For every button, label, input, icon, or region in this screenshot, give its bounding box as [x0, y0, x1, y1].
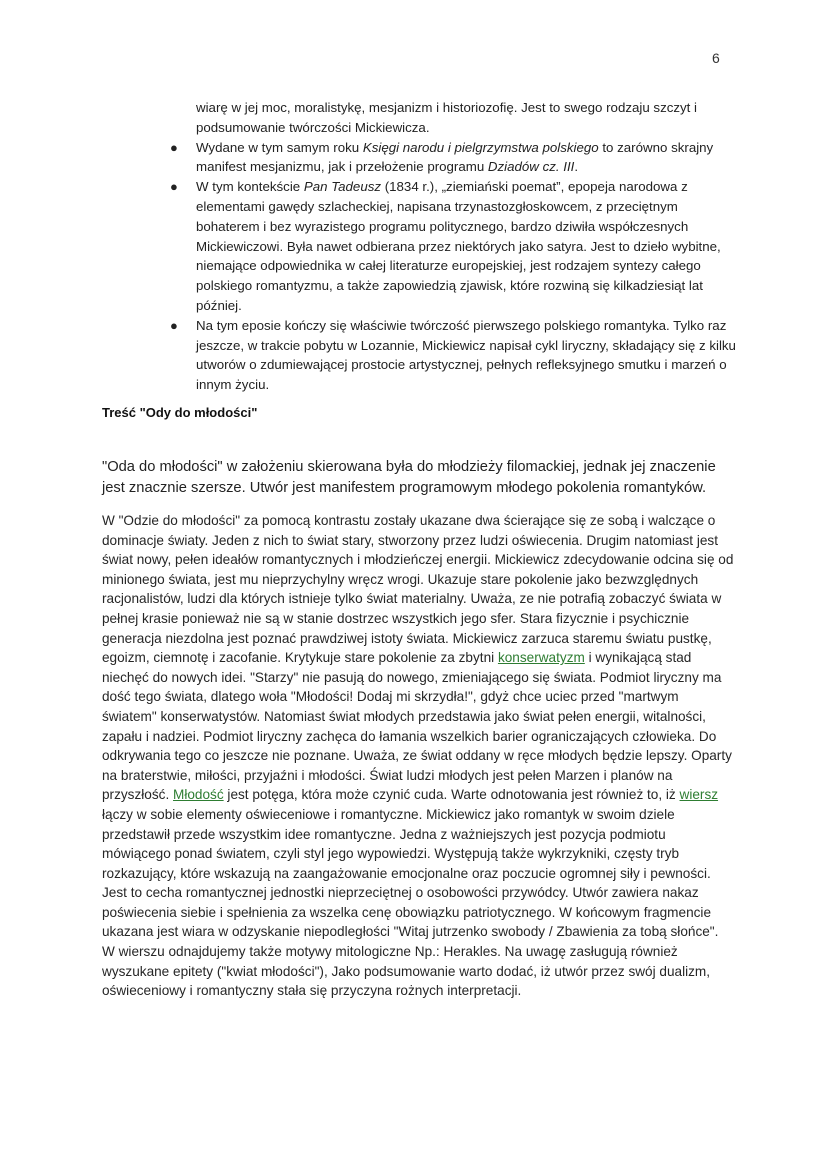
- link-mlodosc[interactable]: Młodość: [173, 787, 224, 803]
- list-item-text: wiarę w jej moc, moralistykę, mesjanizm i historiozofię. Jest to swego rodzaju szczyt i podsumowanie twórczości Mickiewicza.: [196, 100, 698, 135]
- list-item: [170, 138, 745, 178]
- list-item: [170, 316, 745, 395]
- list-item-text: Wydane w tym samym roku: [196, 139, 363, 155]
- bullet-icon: ●: [170, 317, 178, 333]
- body-text: i wynikającą stad niechęć do nowych idei. "Starzy" nie pasują do nowego, zmieniającego się świata. Podmiot liryczny ma dość tego świata, dlatego woła "Młodości! Dodaj mi skrzydła!", gdyż chce uciec przed "martwym światem" konserwatystów. Natomiast świat młodych przedstawia jako świat pełen energii, witalności, zapału i nadziei. Podmiot liryczny zachęca do łamania wszelkich barier ograniczających człowieka. Do odkrywania tego co jeszcze nie poznane. Uważa, ze świat oddany w ręce młodych będzie lepszy. Oparty na braterstwie, miłości, przyjaźni i młodości. Świat ludzi młodych jest pełen Marzen i planów na przyszłość.: [102, 650, 732, 803]
- body-text: jest potęga, która może czynić cuda. Warte odnotowania jest również to, iż: [223, 787, 680, 803]
- list-item-text: Na tym eposie kończy się właściwie twórczość pierwszego polskiego romantyka. Tylko raz jeszcze, w trakcie pobytu w Lozannie, Mickiewicz napisał cykl liryczny, składający się z kilku utworów o zdumiewającej prostocie artystycznej, pełnych refleksyjnego smutku i marzeń o innym życiu.: [196, 317, 736, 393]
- list-item-text: .: [574, 159, 579, 175]
- list-item-text: (1834 r.), „ziemiański poemat”, epopeja narodowa z elementami gawędy szlacheckiej, napisana trzynastozgłoskowcem, z przeciętnym bohaterem i bez wyrazistego programu politycznego, bardzo dziwiła współczesnych Mickiewiczowi. Była nawet odbierana przez niektórych jako satyra. Jest to dzieło wybitne, niemające odpowiednika w całej literaturze europejskiej, jest rodzajem syntezy całego polskiego romantyzmu, a także zapowiedzią zjawisk, które rozwiną się kilkadziesiąt lat później.: [196, 179, 721, 313]
- list-item-text: W tym kontekście: [196, 179, 304, 195]
- link-wiersz[interactable]: wiersz: [679, 787, 719, 803]
- link-konserwatyzm[interactable]: konserwatyzm: [497, 650, 585, 666]
- book-title: Księgi narodu i pielgrzymstwa polskiego: [362, 139, 599, 155]
- bullet-icon: ●: [170, 139, 178, 155]
- section-heading: Treść "Ody do młodości": [102, 405, 258, 420]
- intro-paragraph: "Oda do młodości" w założeniu skierowana była do młodzieży filomackiej, jednak jej znaczenie jest znacznie szersze. Utwór jest manifestem programowym młodego pokolenia romantyków.: [102, 459, 716, 496]
- book-title: Pan Tadeusz: [303, 179, 382, 195]
- body-paragraph: [102, 511, 734, 1001]
- list-item: [170, 98, 745, 138]
- page-number: 6: [712, 50, 720, 66]
- body-text: łączy w sobie elementy oświeceniowe i romantyczne. Mickiewicz jako romantyk w swoim dziele przedstawił przede wszystkim idee romantyczne. Jedna z ważniejszych jest pozycja podmiotu mówiącego ponad światem, czyli styl jego wypowiedzi. Występują także wykrzykniki, częsty tryb rozkazujący, które wskazują na zaangażowanie emocjonalne oraz poczucie ogromnej siły i pewności. Jest to cecha romantycznej jednostki nieprzeciętnej o osobowości przywódcy. Utwór zawiera nakaz poświecenia siebie i spełnienia za wszelka cenę obowiązku patriotycznego. W końcowym fragmencie ukazana jest wiara w odzyskanie niepodległości "Witaj jutrzenko swobody / Zbawienia za tobą słońce". W wierszu odnajdujemy także motywy mitologiczne Np.: Herakles. Na uwagę zasługują również wyszukane epitety ("kwiat młodości"), Jako podsumowanie warto dodać, iż utwór przez swój dualizm, oświeceniowy i romantyczny stała się przyczyna rożnych interpretacji.: [102, 806, 719, 999]
- body-text: W "Odzie do młodości" za pomocą kontrastu zostały ukazane dwa ścierające się ze sobą i walczące o dominacje światy. Jeden z nich to świat stary, stworzony przez ludzi oświecenia. Drugim natomiast jest świat nowy, pełen ideałów romantycznych i młodzieńczej energii. Mickiewicz zdecydowanie odcina się od minionego świata, jest mu nieprzychylny wręcz wrogi. Ukazuje stare pokolenie jako bezwzględnych racjonalistów, ludzi dla których istnieje tylko świat materialny. Uważa, ze nie potrafią zobaczyć świata w pełnej krasie ponieważ nie są w stanie dostrzec wszystkich jego sfer. Stara fizycznie i psychicznie generacja niezdolna jest poznać prawdziwej istoty świata. Mickiewicz zarzuca staremu światu pustkę, egoizm, ciemnotę i zacofanie. Krytykuje stare pokolenie za zbytni: [102, 513, 734, 666]
- bullet-list: [170, 98, 745, 395]
- book-title: Dziadów cz. III: [487, 159, 575, 175]
- list-item: [170, 177, 745, 316]
- list-item-text: to zarówno skrajny manifest mesjanizmu, jak i przełożenie programu: [196, 139, 714, 175]
- bullet-icon: ●: [170, 179, 178, 195]
